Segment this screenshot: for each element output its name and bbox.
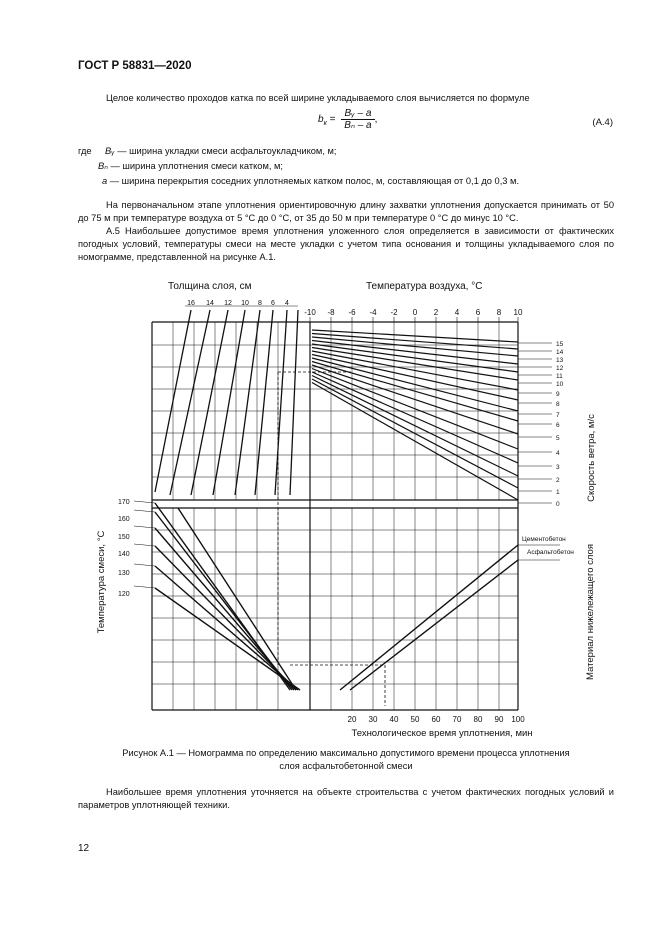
- figure-caption: [78, 747, 614, 773]
- thickness-tick-14: 14: [206, 300, 214, 307]
- base-label-cement: Цементобетон: [522, 536, 566, 543]
- wind-tick-5: 5: [556, 435, 560, 442]
- air-tick-2: 2: [433, 308, 439, 317]
- formula-number: (А.4): [592, 117, 613, 128]
- definition-1-symbol: Bᵧ: [105, 146, 115, 156]
- mix-axis-title: Температура смеси, °С: [96, 530, 107, 634]
- wind-tick-11: 11: [556, 373, 563, 380]
- formula-tail: ,: [374, 114, 378, 126]
- definition-3-text: — ширина перекрытия соседних уплотняемых катком полос, м, составляющая от 0,1 до 0,3 м.: [107, 176, 520, 186]
- thickness-line-1: [170, 310, 210, 495]
- air-tick-minus10: -10: [304, 308, 316, 317]
- air-tick-6: 6: [475, 308, 481, 317]
- base-line-cement: [340, 545, 518, 690]
- formula-eq: =: [326, 114, 339, 126]
- mix-tick-140: 140: [118, 551, 130, 558]
- definition-2-text: — ширина уплотнения смеси катком, м;: [107, 161, 283, 171]
- where-label: где: [78, 146, 92, 156]
- thickness-axis-title: Толщина слоя, см: [168, 281, 252, 292]
- time-tick-80: 80: [473, 715, 483, 724]
- intro-paragraph: Целое количество проходов катка по всей ширине укладываемого слоя вычисляется по формуле: [106, 93, 530, 103]
- mix-temp-line-4: [155, 566, 298, 690]
- thickness-tick-16: 16: [187, 300, 195, 307]
- wind-tick-10: 10: [556, 381, 564, 388]
- nomogram-figure: [0, 270, 661, 745]
- formula-numerator: Bᵧ – a: [341, 108, 374, 120]
- mix-tick-160: 160: [118, 516, 130, 523]
- wind-tick-7: 7: [556, 412, 560, 419]
- formula-lhs: b: [318, 114, 324, 126]
- time-tick-40: 40: [389, 715, 399, 724]
- thickness-tick-6: 6: [271, 300, 275, 307]
- thickness-tick-10: 10: [241, 300, 249, 307]
- formula-a4: [318, 108, 377, 131]
- base-label-asphalt: Асфальтобетон: [527, 549, 574, 556]
- wind-tick-1: 1: [556, 489, 560, 496]
- formula-denominator: Bₙ – a: [344, 120, 372, 131]
- mix-tick-150: 150: [118, 534, 130, 541]
- time-tick-70: 70: [452, 715, 462, 724]
- time-tick-100: 100: [511, 715, 525, 724]
- thickness-tick-8: 8: [258, 300, 262, 307]
- figure-caption-line-2: слоя асфальтобетонной смеси: [279, 761, 413, 771]
- thickness-line-4: [235, 310, 260, 495]
- time-axis-title: Технологическое время уплотнения, мин: [351, 728, 533, 739]
- thickness-line-2: [191, 310, 228, 495]
- formula-fraction: [341, 108, 374, 131]
- nomogram-example-path: [278, 372, 385, 706]
- wind-tick-2: 2: [556, 477, 560, 484]
- definition-2: [98, 161, 283, 172]
- document-header: ГОСТ Р 58831—2020: [78, 60, 192, 72]
- thickness-tick-12: 12: [224, 300, 232, 307]
- paragraph-1: На первоначальном этапе уплотнения ориентировочную длину захватки уплотнения допускается принимать от 50 до 75 м при температуре воздуха от 5 °С до 0 °С, от 35 до 50 м при температуре 0 °С до минус 10 °С.: [78, 200, 614, 223]
- wind-tick-12: 12: [556, 365, 564, 372]
- nomogram-curves: [155, 306, 518, 690]
- thickness-tick-4: 4: [285, 300, 289, 307]
- mix-tick-170: 170: [118, 499, 130, 506]
- definition-3-symbol: a: [102, 176, 108, 186]
- definition-1: [105, 146, 336, 156]
- formula-lhs-sub: к: [323, 120, 327, 128]
- figure-caption-line-1: Рисунок А.1 — Номограмма по определению максимально допустимого времени процесса уплотнения: [122, 748, 570, 758]
- page-number: 12: [78, 843, 90, 854]
- mix-tick-130: 130: [118, 570, 130, 577]
- definition-3: [102, 176, 519, 186]
- wind-axis-title: Скорость ветра, м/с: [586, 414, 597, 502]
- thickness-line-3: [213, 310, 245, 495]
- time-tick-90: 90: [494, 715, 504, 724]
- base-line-asphalt: [350, 560, 518, 690]
- air-tick-4: 4: [454, 308, 460, 317]
- wind-tick-15: 15: [556, 341, 564, 348]
- wind-tick-0: 0: [556, 501, 560, 508]
- time-tick-30: 30: [368, 715, 378, 724]
- air-tick-minus2: -2: [390, 308, 398, 317]
- air-tick-0: 0: [412, 308, 418, 317]
- definition-2-symbol: Bₙ: [98, 161, 108, 171]
- thickness-line-5: [255, 310, 273, 495]
- definition-1-text: — ширина укладки смеси асфальтоукладчиком, м;: [114, 146, 337, 156]
- air-axis-title: Температура воздуха, °С: [366, 281, 483, 292]
- thickness-line-7: [290, 310, 298, 495]
- time-tick-20: 20: [347, 715, 357, 724]
- thickness-line-6: [275, 310, 287, 495]
- wind-tick-14: 14: [556, 349, 564, 356]
- air-tick-minus8: -8: [327, 308, 335, 317]
- wind-tick-9: 9: [556, 391, 560, 398]
- paragraph-2: А.5 Наибольшее допустимое время уплотнения уложенного слоя определяется в зависимости от фактических погодных условий, температуры смеси на месте укладки с учетом типа основания и толщины укладываемого слоя по номограмме, представленной на рисунке А.1.: [78, 226, 614, 262]
- air-tick-8: 8: [496, 308, 502, 317]
- wind-tick-4: 4: [556, 450, 560, 457]
- air-tick-minus6: -6: [348, 308, 356, 317]
- time-tick-50: 50: [410, 715, 420, 724]
- air-tick-minus4: -4: [369, 308, 377, 317]
- wind-tick-6: 6: [556, 422, 560, 429]
- wind-tick-3: 3: [556, 464, 560, 471]
- wind-tick-13: 13: [556, 357, 564, 364]
- base-axis-title: Материал нижележащего слоя: [585, 544, 596, 680]
- wind-tick-8: 8: [556, 401, 560, 408]
- paragraph-3: Наибольшее время уплотнения уточняется на объекте строительства с учетом фактических погодных условий и параметров уплотняющей техники.: [78, 787, 614, 810]
- air-tick-10: 10: [513, 308, 523, 317]
- time-tick-60: 60: [431, 715, 441, 724]
- mix-tick-120: 120: [118, 591, 130, 598]
